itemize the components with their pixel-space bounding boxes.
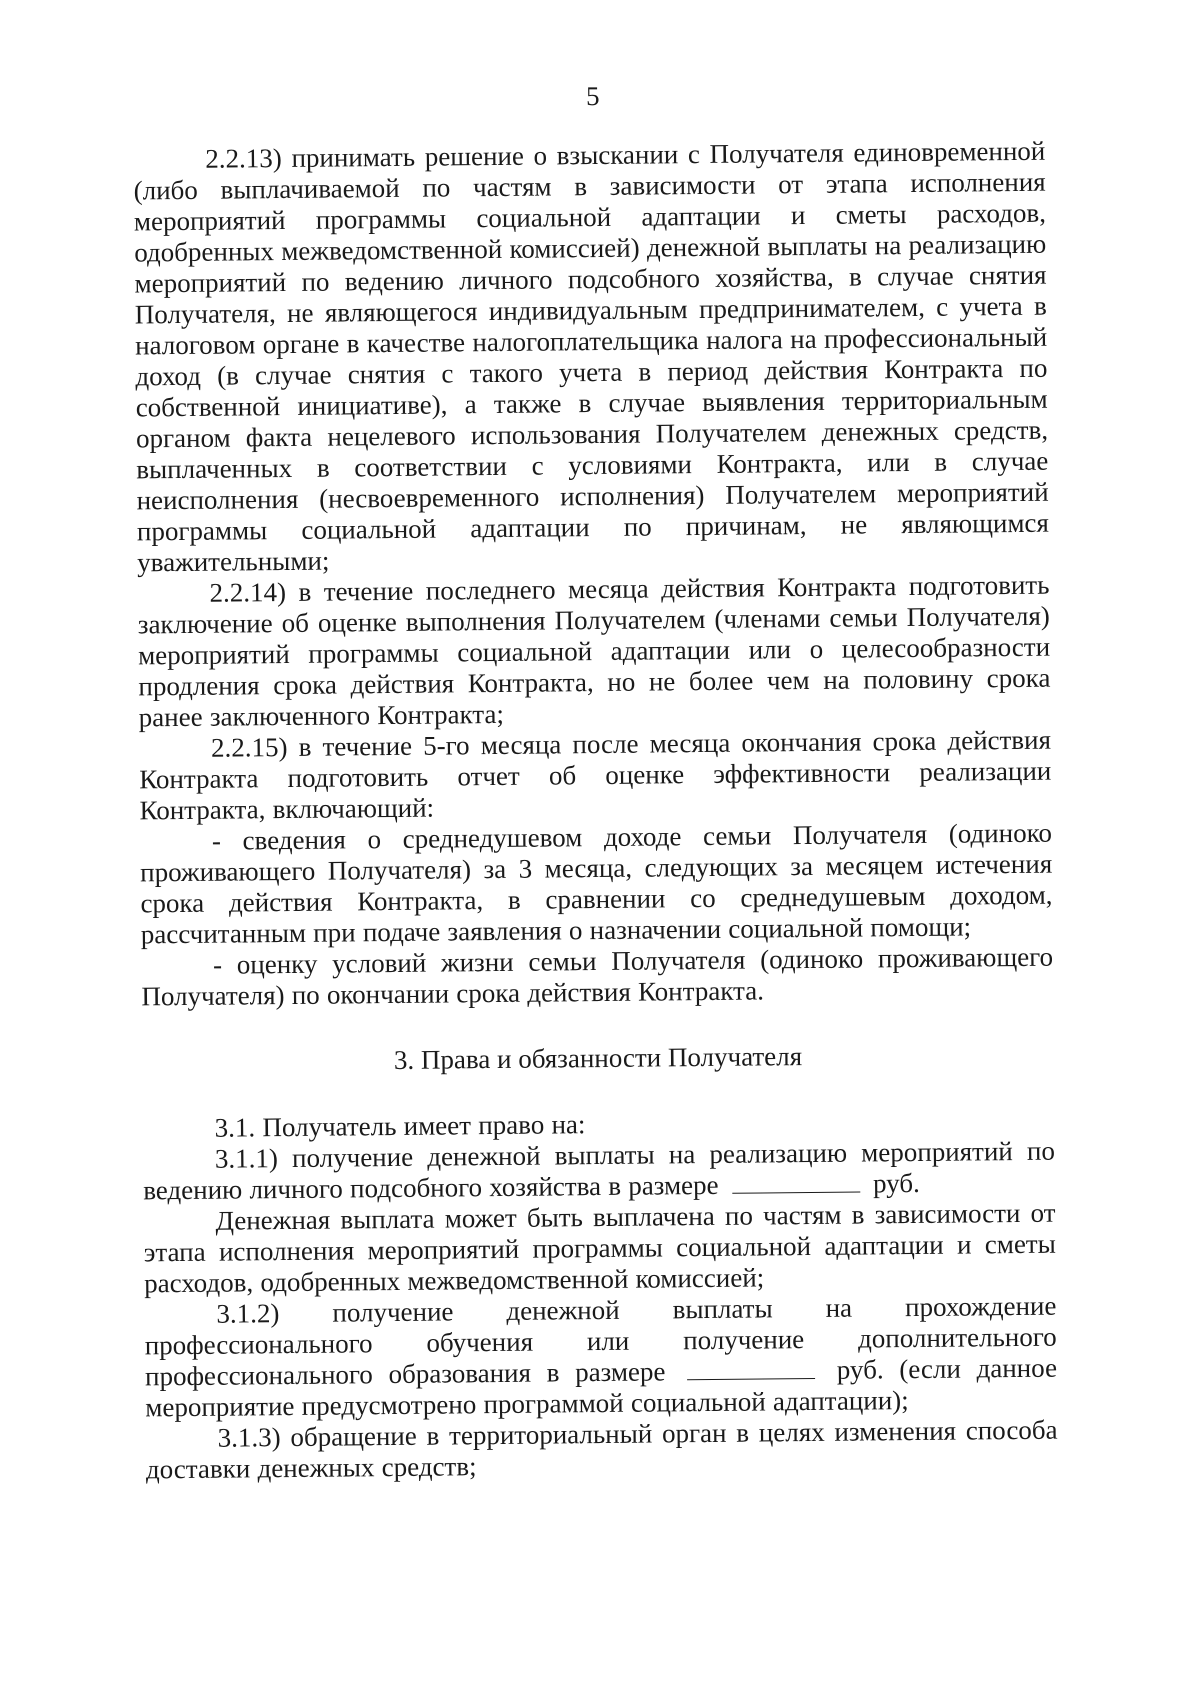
amount-blank-field bbox=[687, 1356, 815, 1380]
amount-blank-field bbox=[732, 1170, 860, 1194]
paragraph-3-1-1-text: 3.1.1) получение денежной выплаты на реализацию мероприятий по ведению личного подсобного хозяйства в размере bbox=[143, 1135, 1056, 1206]
paragraph-3-1-2-tail: руб. (если данное мероприятие предусмотрено программой социальной адаптации); bbox=[145, 1352, 1058, 1423]
paragraph-3-1-2-text: 3.1.2) получение денежной выплаты на прохождение профессионального обучения или получение дополнительного профессионального образования в размере bbox=[144, 1290, 1057, 1392]
paragraph-income-info: - сведения о среднедушевом доходе семьи Получателя (одиноко проживающего Получателя) за 3 месяца, следующих за месяцем истечения срока действия Контракта, в сравнении со среднедушевым доходом, рассчитанным при подаче заявления о назначении социальной помощи; bbox=[140, 817, 1053, 950]
paragraph-3-1: 3.1. Получатель имеет право на: bbox=[214, 1109, 586, 1143]
paragraph-living-conditions: - оценку условий жизни семьи Получателя (одиноко проживающего Получателя) по окончании срока действия Контракта. bbox=[141, 941, 1054, 1012]
paragraph-3-1-1 bbox=[143, 1136, 1056, 1207]
paragraph-2-2-14: 2.2.14) в течение последнего месяца действия Контракта подготовить заключение об оценке выполнения Получателем (членами семьи Получателя) мероприятий программы социальной адаптации или о целесообразности продления срока действия Контракта, но не более чем на половину срока ранее заключенного Контракта; bbox=[137, 569, 1051, 733]
page-number: 5 bbox=[585, 80, 600, 112]
paragraph-3-1-1-currency: руб. bbox=[872, 1167, 920, 1199]
paragraph-3-1-2 bbox=[144, 1291, 1057, 1424]
paragraph-payment-parts: Денежная выплата может быть выплачена по частям в зависимости от этапа исполнения мероприятий программы социальной адаптации и сметы расходов, одобренных межведомственной комиссией; bbox=[143, 1197, 1056, 1299]
section-title: 3. Права и обязанности Получателя bbox=[393, 1041, 803, 1075]
paragraph-2-2-15: 2.2.15) в течение 5-го месяца после месяца окончания срока действия Контракта подготовить отчет об оценке эффективности реализации Контракта, включающий: bbox=[139, 724, 1052, 826]
paragraph-2-2-13: 2.2.13) принимать решение о взыскании с Получателя единовременной (либо выплачиваемой по частям в зависимости от этапа исполнения мероприятий программы социальной адаптации и сметы расходов, одобренных межведомственной комиссией) денежной выплаты на реализацию мероприятий по ведению личного подсобного хозяйства, в случае снятия Получателя, не являющегося индивидуальным предпринимателем, с учета в налоговом органе в качестве налогоплательщика налога на профессиональный доход (в случае снятия с такого учета в период действия Контракта по собственной инициативе), а также в случае выявления территориальным органом факта нецелевого использования Получателем денежных средств, выплаченных в соответствии с условиями Контракта, или в случае неисполнения (несвоевременного исполнения) Получателем мероприятий программы социальной адаптации по причинам, не являющимся уважительными; bbox=[133, 135, 1050, 578]
paragraph-3-1-3: 3.1.3) обращение в территориальный орган в целях изменения способа доставки денежных средств; bbox=[145, 1414, 1058, 1485]
document-body bbox=[133, 136, 1058, 1486]
